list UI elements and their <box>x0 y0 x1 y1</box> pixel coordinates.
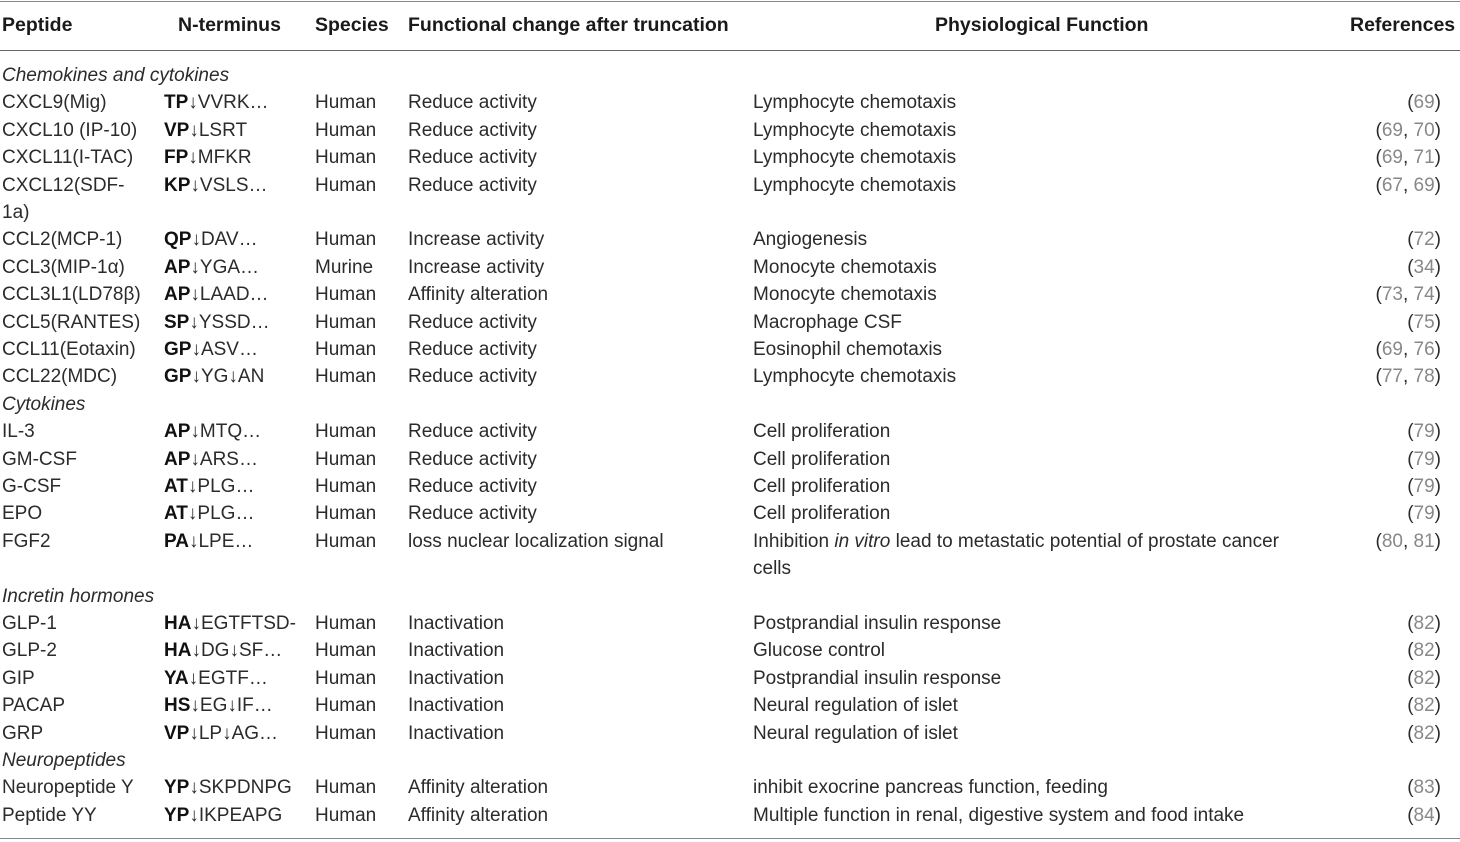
reference-link[interactable]: 70 <box>1413 119 1435 141</box>
references: (79) <box>1407 503 1441 525</box>
cleaved-dipeptide: AP <box>164 448 191 470</box>
remaining-sequence: ↓DAV… <box>191 229 258 251</box>
n-terminus-sequence <box>164 418 261 445</box>
references: (82) <box>1407 613 1441 634</box>
header-species: Species <box>315 14 389 36</box>
reference-link[interactable]: 79 <box>1413 476 1435 497</box>
functional-change: Increase activity <box>408 256 545 278</box>
reference-link[interactable]: 78 <box>1413 366 1435 388</box>
physiological-function: Angiogenesis <box>753 229 868 251</box>
references: (69, 70) <box>1375 119 1441 141</box>
n-terminus-sequence <box>164 500 254 527</box>
n-terminus-sequence <box>164 363 264 390</box>
species: Human <box>315 147 377 169</box>
peptide-name: CXCL10 (IP-10) <box>2 119 138 141</box>
n-terminus-sequence <box>164 309 270 336</box>
function-italic-text: in vitro <box>834 530 891 552</box>
physiological-function: Cell proliferation <box>753 476 891 497</box>
n-terminus-sequence <box>164 720 278 747</box>
peptide-name: Neuropeptide Y <box>2 777 134 799</box>
references: (82) <box>1407 640 1441 662</box>
reference-link[interactable]: 69 <box>1381 119 1403 141</box>
physiological-function: Lymphocyte chemotaxis <box>753 174 957 196</box>
peptide-name: CCL3L1(LD78β) <box>2 284 141 306</box>
functional-change: Inactivation <box>408 695 505 717</box>
reference-link[interactable]: 76 <box>1413 339 1435 360</box>
references: (69, 71) <box>1375 147 1441 169</box>
reference-link[interactable]: 79 <box>1413 448 1435 470</box>
reference-link[interactable]: 75 <box>1413 311 1435 333</box>
species: Human <box>315 613 377 634</box>
references: (82) <box>1407 695 1441 717</box>
species: Human <box>315 476 377 497</box>
references: (69) <box>1407 92 1441 114</box>
reference-link[interactable]: 83 <box>1413 777 1435 799</box>
references: (79) <box>1407 421 1441 443</box>
species: Human <box>315 119 377 141</box>
physiological-function: Postprandial insulin response <box>753 667 1002 689</box>
functional-change: Affinity alteration <box>408 284 549 306</box>
references: (82) <box>1407 722 1441 744</box>
cleaved-dipeptide: AP <box>164 284 191 306</box>
functional-change: Affinity alteration <box>408 804 549 826</box>
physiological-function: Lymphocyte chemotaxis <box>753 119 957 141</box>
remaining-sequence: ↓YSSD… <box>189 311 270 333</box>
species: Human <box>315 530 377 552</box>
functional-change: Increase activity <box>408 229 545 251</box>
physiological-function: Lymphocyte chemotaxis <box>753 147 957 169</box>
physiological-function: Neural regulation of islet <box>753 695 958 717</box>
physiological-function: Eosinophil chemotaxis <box>753 339 943 360</box>
references: (80, 81) <box>1375 530 1441 552</box>
peptide-name: CXCL11(I-TAC) <box>2 147 134 169</box>
cleaved-dipeptide: GP <box>164 366 192 388</box>
reference-link[interactable]: 81 <box>1413 530 1435 552</box>
peptide-name: CCL2(MCP-1) <box>2 229 123 251</box>
cleaved-dipeptide: AP <box>164 256 191 278</box>
peptide-name: CXCL12(SDF- <box>2 174 125 196</box>
reference-link[interactable]: 82 <box>1413 667 1435 689</box>
cleaved-dipeptide: YP <box>164 777 190 799</box>
cleaved-dipeptide: PA <box>164 530 189 552</box>
peptide-name: CCL11(Eotaxin) <box>2 339 136 360</box>
functional-change: Reduce activity <box>408 311 537 333</box>
remaining-sequence: ↓LP↓AG… <box>189 722 279 744</box>
functional-change: Inactivation <box>408 640 505 662</box>
cleaved-dipeptide: HA <box>164 613 192 634</box>
species: Human <box>315 229 377 251</box>
remaining-sequence: ↓YGA… <box>190 256 260 278</box>
peptide-name: GIP <box>2 667 35 689</box>
remaining-sequence: ↓VVRK… <box>188 92 269 114</box>
functional-change: Reduce activity <box>408 119 537 141</box>
cleaved-dipeptide: AP <box>164 421 191 443</box>
header-physiological-function: Physiological Function <box>935 14 1149 36</box>
n-terminus-sequence <box>164 473 254 500</box>
peptide-name: CXCL9(Mig) <box>2 92 107 114</box>
section-heading: Incretin hormones <box>2 585 155 607</box>
cleaved-dipeptide: SP <box>164 311 190 333</box>
peptide-name: GLP-2 <box>2 640 57 662</box>
physiological-function: Cell proliferation <box>753 503 891 525</box>
n-terminus-sequence <box>164 172 268 199</box>
remaining-sequence: ↓ARS… <box>190 448 258 470</box>
functional-change: Reduce activity <box>408 366 537 388</box>
function-text: lead to metastatic potential of prostate cancer <box>890 530 1279 552</box>
cleaved-dipeptide: HS <box>164 695 191 717</box>
function-text: Inhibition <box>753 530 835 552</box>
species: Murine <box>315 256 374 278</box>
physiological-function: Multiple function in renal, digestive system and food intake <box>753 804 1245 826</box>
references: (79) <box>1407 448 1441 470</box>
n-terminus-sequence <box>164 692 273 719</box>
n-terminus-sequence <box>164 281 269 308</box>
n-terminus-sequence <box>164 117 247 144</box>
species: Human <box>315 503 377 525</box>
species: Human <box>315 339 377 360</box>
functional-change: Reduce activity <box>408 92 537 114</box>
reference-link[interactable]: 74 <box>1413 284 1435 306</box>
reference-link[interactable]: 80 <box>1381 530 1403 552</box>
species: Human <box>315 448 377 470</box>
physiological-function <box>753 528 1279 555</box>
remaining-sequence: ↓IKPEAPG <box>189 804 283 826</box>
species: Human <box>315 777 377 799</box>
remaining-sequence: ↓LSRT <box>189 119 248 141</box>
section-heading: Cytokines <box>2 393 86 415</box>
functional-change: Reduce activity <box>408 448 537 470</box>
remaining-sequence: ↓EGTF… <box>188 667 268 689</box>
reference-link[interactable]: 82 <box>1413 613 1435 634</box>
functional-change: loss nuclear localization signal <box>408 530 664 552</box>
physiological-function: Postprandial insulin response <box>753 613 1002 634</box>
cleaved-dipeptide: FP <box>164 147 189 169</box>
reference-link[interactable]: 82 <box>1413 695 1435 717</box>
n-terminus-sequence <box>164 446 258 473</box>
table-bottom-rule <box>0 838 1460 839</box>
header-references: References <box>1350 14 1456 36</box>
n-terminus-sequence <box>164 665 268 692</box>
physiological-function: Monocyte chemotaxis <box>753 256 937 278</box>
remaining-sequence: ↓PLG… <box>187 503 255 525</box>
reference-link[interactable]: 69 <box>1413 92 1435 114</box>
reference-link[interactable]: 69 <box>1381 339 1403 360</box>
reference-link[interactable]: 79 <box>1413 503 1435 525</box>
n-terminus-sequence <box>164 637 282 664</box>
reference-link[interactable]: 73 <box>1381 284 1403 306</box>
cleaved-dipeptide: KP <box>164 174 191 196</box>
species: Human <box>315 174 377 196</box>
n-terminus-sequence <box>164 802 282 829</box>
functional-change: Reduce activity <box>408 339 537 360</box>
peptide-name: CCL3(MIP-1α) <box>2 256 125 278</box>
remaining-sequence: ↓DG↓SF… <box>191 640 283 662</box>
species: Human <box>315 695 377 717</box>
section-heading: Neuropeptides <box>2 750 126 771</box>
peptide-name: PACAP <box>2 695 66 717</box>
species: Human <box>315 92 377 114</box>
references: (84) <box>1407 804 1441 826</box>
physiological-function-cont: cells <box>753 558 792 580</box>
references: (79) <box>1407 476 1441 497</box>
remaining-sequence: ↓MTQ… <box>190 421 262 443</box>
cleaved-dipeptide: GP <box>164 339 192 360</box>
n-terminus-sequence <box>164 336 258 363</box>
peptide-name-cont: 1a) <box>2 202 30 223</box>
peptide-name: FGF2 <box>2 530 51 552</box>
functional-change: Reduce activity <box>408 147 537 169</box>
reference-link[interactable]: 34 <box>1413 256 1435 278</box>
reference-link[interactable]: 71 <box>1413 147 1435 169</box>
peptide-name: CCL5(RANTES) <box>2 311 141 333</box>
functional-change: Inactivation <box>408 667 505 689</box>
references: (73, 74) <box>1375 284 1441 306</box>
physiological-function: Cell proliferation <box>753 421 891 443</box>
n-terminus-sequence <box>164 89 269 116</box>
remaining-sequence: ↓SKPDNPG <box>189 777 292 799</box>
physiological-function: Monocyte chemotaxis <box>753 284 937 306</box>
references: (34) <box>1407 256 1441 278</box>
peptide-name: CCL22(MDC) <box>2 366 118 388</box>
functional-change: Inactivation <box>408 722 505 744</box>
physiological-function: inhibit exocrine pancreas function, feeding <box>753 777 1108 799</box>
cleaved-dipeptide: YA <box>164 667 189 689</box>
n-terminus-sequence <box>164 610 296 637</box>
section-heading: Chemokines and cytokines <box>2 65 230 86</box>
cleaved-dipeptide: VP <box>164 119 190 141</box>
n-terminus-sequence <box>164 774 292 801</box>
cleaved-dipeptide: YP <box>164 804 190 826</box>
physiological-function: Macrophage CSF <box>753 311 902 333</box>
reference-link[interactable]: 82 <box>1413 722 1435 744</box>
reference-link[interactable]: 72 <box>1413 229 1435 251</box>
species: Human <box>315 421 377 443</box>
cleaved-dipeptide: AT <box>164 503 188 525</box>
remaining-sequence: ↓ASV… <box>191 339 258 360</box>
peptide-name: GLP-1 <box>2 613 57 634</box>
peptide-name: G-CSF <box>2 476 62 497</box>
functional-change: Affinity alteration <box>408 777 549 799</box>
reference-link[interactable]: 79 <box>1413 421 1435 443</box>
n-terminus-sequence <box>164 226 258 253</box>
peptide-name: GRP <box>2 722 44 744</box>
references: (75) <box>1407 311 1441 333</box>
functional-change: Reduce activity <box>408 476 537 497</box>
header-peptide: Peptide <box>2 14 73 36</box>
species: Human <box>315 366 377 388</box>
cleaved-dipeptide: QP <box>164 229 192 251</box>
physiological-function: Lymphocyte chemotaxis <box>753 366 957 388</box>
remaining-sequence: ↓LPE… <box>188 530 254 552</box>
species: Human <box>315 722 377 744</box>
peptide-name: IL-3 <box>2 421 35 443</box>
reference-link[interactable]: 77 <box>1381 366 1403 388</box>
species: Human <box>315 311 377 333</box>
remaining-sequence: ↓YG↓AN <box>191 366 265 388</box>
species: Human <box>315 640 377 662</box>
species: Human <box>315 804 377 826</box>
remaining-sequence: ↓MFKR <box>188 147 252 169</box>
functional-change: Inactivation <box>408 613 505 634</box>
references: (67, 69) <box>1375 174 1441 196</box>
header-functional-change: Functional change after truncation <box>408 14 729 36</box>
n-terminus-sequence <box>164 144 252 171</box>
remaining-sequence: ↓EGTFTSD- <box>191 613 296 634</box>
cleaved-dipeptide: AT <box>164 476 188 497</box>
n-terminus-sequence <box>164 254 259 281</box>
references: (82) <box>1407 667 1441 689</box>
remaining-sequence: ↓LAAD… <box>190 284 269 306</box>
reference-link[interactable]: 69 <box>1413 174 1435 196</box>
remaining-sequence: ↓EG↓IF… <box>190 695 273 717</box>
references: (72) <box>1407 229 1441 251</box>
peptide-name: GM-CSF <box>2 448 77 470</box>
functional-change: Reduce activity <box>408 174 537 196</box>
peptide-name: EPO <box>2 503 43 525</box>
cleaved-dipeptide: VP <box>164 722 190 744</box>
reference-link[interactable]: 82 <box>1413 640 1435 662</box>
references: (77, 78) <box>1375 366 1441 388</box>
physiological-function: Lymphocyte chemotaxis <box>753 92 957 114</box>
species: Human <box>315 667 377 689</box>
functional-change: Reduce activity <box>408 421 537 443</box>
physiological-function: Glucose control <box>753 640 886 662</box>
reference-link[interactable]: 67 <box>1381 174 1403 196</box>
reference-link[interactable]: 84 <box>1413 804 1435 826</box>
header-n-terminus: N-terminus <box>178 14 281 36</box>
species: Human <box>315 284 377 306</box>
functional-change: Reduce activity <box>408 503 537 525</box>
remaining-sequence: ↓PLG… <box>187 476 255 497</box>
cleaved-dipeptide: TP <box>164 92 189 114</box>
physiological-function: Neural regulation of islet <box>753 722 958 744</box>
n-terminus-sequence <box>164 528 253 555</box>
reference-link[interactable]: 69 <box>1381 147 1403 169</box>
references: (69, 76) <box>1375 339 1441 360</box>
references: (83) <box>1407 777 1441 799</box>
physiological-function: Cell proliferation <box>753 448 891 470</box>
remaining-sequence: ↓VSLS… <box>190 174 268 196</box>
peptide-name: Peptide YY <box>2 804 97 826</box>
cleaved-dipeptide: HA <box>164 640 192 662</box>
